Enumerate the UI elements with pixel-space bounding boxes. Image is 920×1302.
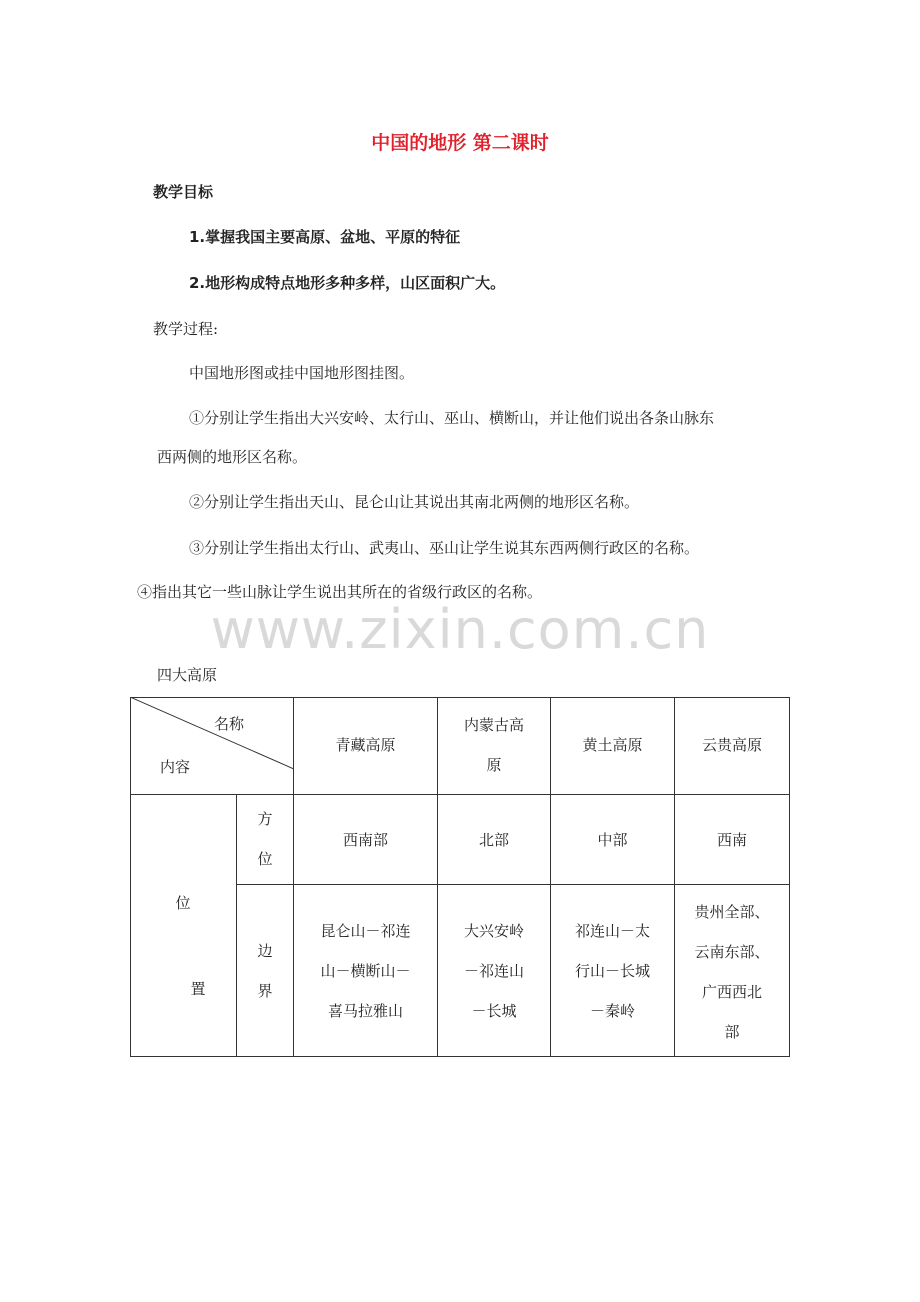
objective-item: 2.地形构成特点地形多种多样，山区面积广大。 [189, 274, 506, 292]
objective-item: 1.掌握我国主要高原、盆地、平原的特征 [189, 228, 461, 246]
row-label-direction: 方 位 [257, 810, 273, 868]
row-label-boundary: 边 界 [257, 942, 273, 1000]
header-neimenggu: 内蒙古高 原 [463, 716, 524, 774]
cell-direction-yungui: 西南 [716, 831, 747, 849]
plateau-table [130, 697, 790, 1057]
cell-boundary-yungui: 贵州全部、 云南东部、 广西西北 部 [694, 903, 770, 1041]
cell-boundary-qingzang: 昆仑山－祁连 山－横断山－ 喜马拉雅山 [320, 922, 411, 1020]
cell-direction-huangtu: 中部 [597, 831, 628, 849]
cell-direction-neimenggu: 北部 [478, 831, 509, 849]
header-qingzang: 青藏高原 [335, 736, 396, 754]
header-huangtu: 黄土高原 [582, 736, 643, 754]
process-step-3: ③分别让学生指出太行山、武夷山、巫山让学生说其东西两侧行政区的名称。 [189, 539, 700, 557]
cell-direction-qingzang: 西南部 [342, 831, 388, 849]
process-step-1-cont: 西两侧的地形区名称。 [157, 448, 308, 466]
cell-boundary-huangtu: 祁连山－太 行山－长城 －秦岭 [574, 922, 650, 1020]
process-heading: 教学过程: [153, 320, 219, 338]
corner-diagonal [130, 697, 294, 795]
group-label-top: 位 [175, 894, 191, 912]
process-step-2: ②分别让学生指出天山、昆仑山让其说出其南北两侧的地形区名称。 [189, 493, 640, 511]
watermark: www.zixin.com.cn [210, 598, 710, 661]
header-yungui: 云贵高原 [701, 736, 762, 754]
process-step-4: ④指出其它一些山脉让学生说出其所在的省级行政区的名称。 [137, 583, 543, 601]
process-intro: 中国地形图或挂中国地形图挂图。 [189, 364, 415, 382]
group-label-bottom: 置 [190, 980, 206, 998]
corner-bottom-label: 内容 [160, 758, 191, 776]
process-step-1: ①分别让学生指出大兴安岭、太行山、巫山、横断山，并让他们说出各条山脉东 [189, 409, 715, 427]
table-caption: 四大高原 [157, 666, 218, 684]
objectives-heading: 教学目标 [153, 183, 214, 201]
corner-top-label: 名称 [214, 715, 245, 733]
page-title: 中国的地形 第二课时 [371, 132, 549, 154]
cell-boundary-neimenggu: 大兴安岭 －祁连山 －长城 [463, 922, 524, 1020]
